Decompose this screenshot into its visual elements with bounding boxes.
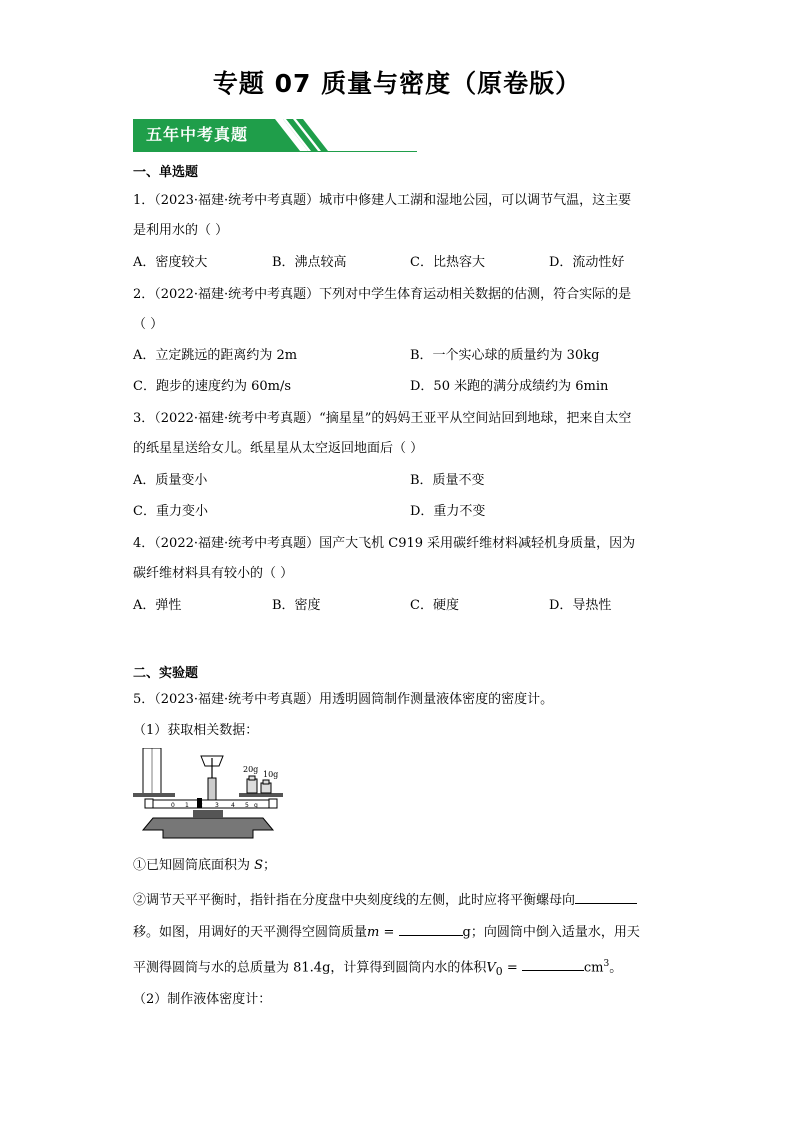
q5-unit-sup: 3 [603,959,610,969]
q4-option-c: C．硬度 [410,598,459,613]
right-pan [239,793,283,797]
q5-sub2: （2）制作液体密度计： [133,992,272,1007]
q1-option-b: B．沸点较高 [272,255,347,270]
q5-blank-volume[interactable] [522,956,584,971]
q3-option-c: C．重力变小 [133,504,208,519]
q5-var-m: m [367,925,380,940]
q2-option-c: C．跑步的速度约为 60m/s [133,379,291,394]
page-title: 专题 07 质量与密度（原卷版） [212,69,582,98]
q4-option-a: A．弹性 [133,598,182,613]
q5-step1-suffix: ； [263,858,277,873]
weight-label-20g: 20g [243,765,259,774]
scale-4: 4 [231,802,235,809]
q5-var-v-sub: 0 [495,964,503,978]
q3-option-b: B．质量不变 [410,473,485,488]
q4-option-d: D．导热性 [549,598,612,613]
beam-scale [171,802,258,809]
q2-option-d: D．50 米跑的满分成绩约为 6min [410,379,609,394]
q1-stem-line1: 1．（2023·福建·统考中考真题）城市中修建人工湖和湿地公园，可以调节气温，这主要 [133,193,632,208]
balance-figure [133,748,283,846]
q4-stem-line2: 碳纤维材料具有较小的（ ） [133,566,294,581]
q5-stem: 5．（2023·福建·统考中考真题）用透明圆筒制作测量液体密度的密度计。 [133,692,554,707]
section-heading-single-choice: 一、单选题 [133,165,199,180]
q5-blank-direction[interactable] [575,889,637,904]
q5-step2-line3 [133,955,622,981]
q1-option-a: A．密度较大 [133,255,208,270]
scale-1: 1 [185,802,189,809]
q1-option-c: C．比热容大 [410,255,485,270]
q5-step1-prefix: ①已知圆筒底面积为 [133,858,255,873]
q4-stem-line1: 4．（2022·福建·统考中考真题）国产大飞机 C919 采用碳纤维材料减轻机身质量，因为 [133,536,636,551]
q3-option-d: D．重力不变 [410,504,486,519]
scale-unit: g [254,802,258,809]
left-pan [133,793,175,797]
section-heading-experiment: 二、实验题 [133,666,199,681]
q5-step1-var: S [254,858,264,873]
scale-5: 5 [245,802,249,809]
q5-sub1: （1）获取相关数据： [133,723,259,738]
rider [197,798,202,808]
q5-eq-m: = [379,925,399,940]
q5-step2-text2b: ；向圆筒中倒入适量水，用天 [470,925,640,940]
q5-step2-line2 [133,921,640,942]
q5-step2-end: 。 [609,960,623,976]
q5-step2-text3a: 平测得圆筒与水的总质量为 81.4g，计算得到圆筒内水的体积 [133,960,487,976]
q5-unit-g: g [462,925,471,940]
q5-step1 [133,857,276,875]
q5-var-v: V [486,960,496,976]
balance-base [143,818,273,838]
scale-3: 3 [215,802,219,809]
weight-20g [247,779,257,793]
q4-option-b: B．密度 [272,598,321,613]
scale-0: 0 [171,802,175,809]
q1-stem-line2: 是利用水的（ ） [133,223,229,238]
q2-stem-line2: （ ） [133,317,164,332]
q1-option-d: D．流动性好 [549,255,625,270]
q5-blank-mass[interactable] [399,921,463,936]
q3-stem-line1: 3．（2022·福建·统考中考真题）“摘星星”的妈妈王亚平从空间站回到地球，把来自太空 [133,411,632,426]
q3-option-a: A．质量变小 [133,473,208,488]
q5-step2-line1 [133,889,637,910]
weight-label-10g: 10g [263,770,279,779]
beam [151,800,271,808]
q5-unit-cm: cm [583,960,604,976]
q2-option-b: B．一个实心球的质量约为 30kg [410,348,600,363]
q5-step2-text1: ②调节天平平衡时，指针指在分度盘中央刻度线的左侧，此时应将平衡螺母向 [133,893,576,908]
q2-stem-line1: 2．（2022·福建·统考中考真题）下列对中学生体育运动相关数据的估测，符合实际的是 [133,287,632,302]
q2-option-a: A．立定跳远的距离约为 2m [133,348,298,363]
banner-label: 五年中考真题 [146,125,249,144]
q3-stem-line2: 的纸星星送给女儿。纸星星从太空返回地面后（ ） [133,441,424,456]
q5-eq-v: = [502,960,522,976]
q5-step2-text2a: 移。如图，用调好的天平测得空圆筒质量 [133,925,368,940]
